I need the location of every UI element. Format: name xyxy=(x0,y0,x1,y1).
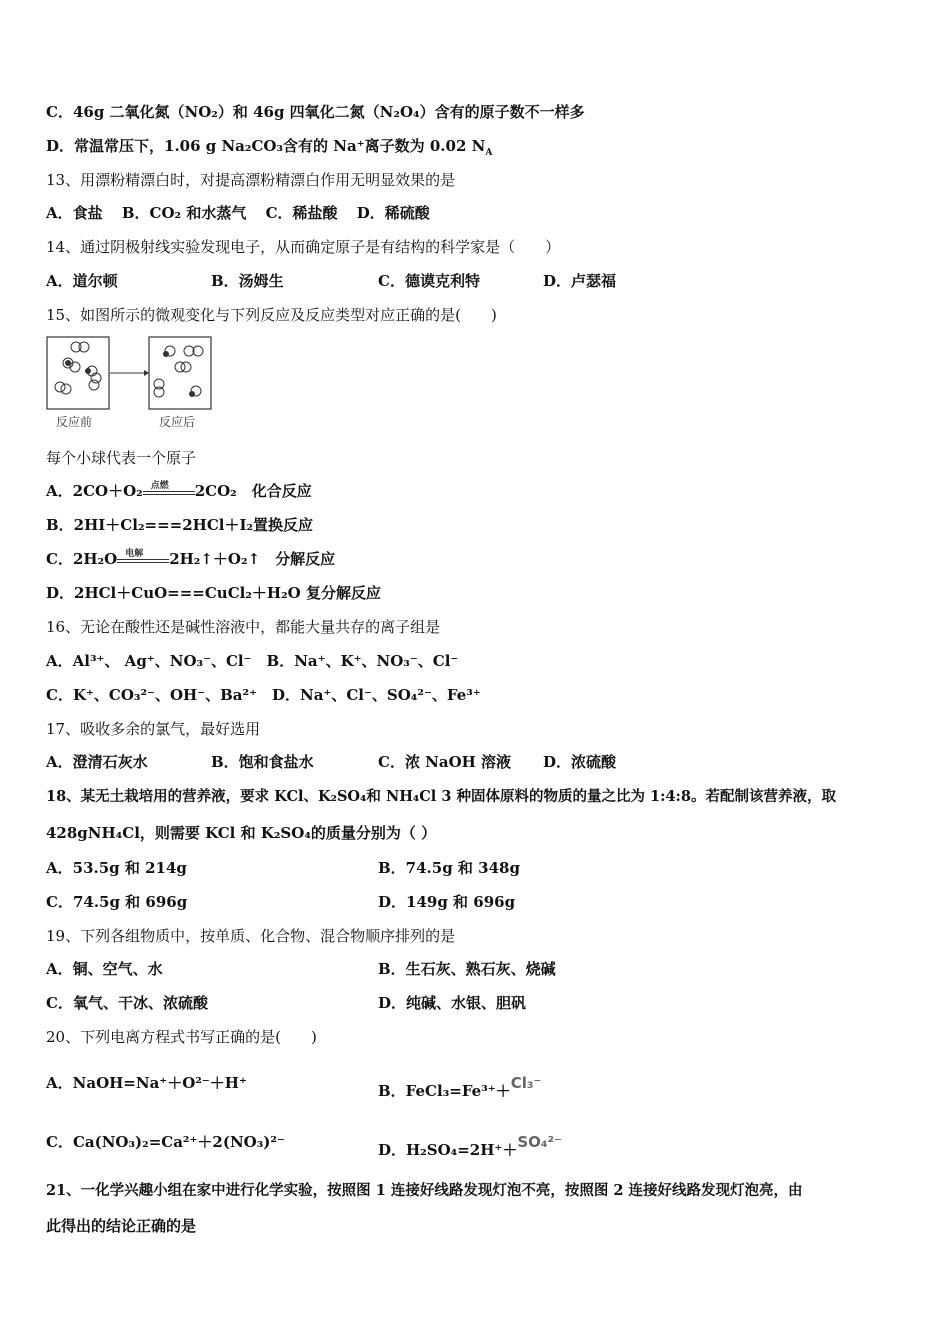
condition-arrow xyxy=(143,481,195,498)
q14-option-c: C．德谟克利特 xyxy=(378,272,480,290)
q15-option-a xyxy=(46,481,312,501)
before-label: 反应前 xyxy=(56,415,93,429)
q14-stem: 14、通过阴极射线实验发现电子，从而确定原子是有结构的科学家是（ ） xyxy=(46,238,561,256)
q15-stem: 15、如图所示的微观变化与下列反应及反应类型对应正确的是( ) xyxy=(46,306,497,324)
q19-option-d: D．纯碱、水银、胆矾 xyxy=(378,994,527,1012)
condition-label: 点燃 xyxy=(150,481,169,491)
q19-option-b: B．生石灰、熟石灰、烧碱 xyxy=(378,960,556,978)
q20-option-b xyxy=(378,1073,541,1101)
q18-stem-line1: 18、某无土栽培用的营养液，要求 KCl、K₂SO₄和 NH₄Cl 3 种固体原料的物质的量之比为 1:4:8。若配制该营养液，取 xyxy=(46,788,836,805)
q13-option-a: A．食盐 xyxy=(46,204,103,222)
sulfate-ion: SO₄²⁻ xyxy=(517,1133,562,1151)
q16-options-cd: C．K⁺、CO₃²⁻、OH⁻、Ba²⁺ D．Na⁺、Cl⁻、SO₄²⁻、Fe³⁺ xyxy=(46,686,481,704)
q12-option-d: D．常温常压下，1.06 g Na₂CO₃含有的 Na⁺离子数为 0.02 $N_A$ xyxy=(46,137,493,158)
q13-stem: 13、用漂粉精漂白时，对提高漂粉精漂白作用无明显效果的是 xyxy=(46,171,456,189)
q15-option-d: D．2HCl＋CuO===CuCl₂＋H₂O 复分解反应 xyxy=(46,584,381,602)
q13-option-c: C．稀盐酸 xyxy=(265,204,338,222)
q15-c-left: C．2H₂O xyxy=(46,550,118,568)
q17-option-a: A．澄清石灰水 xyxy=(46,753,148,771)
q18-stem-line2: 428gNH₄Cl，则需要 KCl 和 K₂SO₄的质量分别为（ ） xyxy=(46,824,437,842)
chloride-ion: Cl₃⁻ xyxy=(510,1074,542,1092)
arrow-head xyxy=(144,370,149,376)
q20-option-a: A．NaOH=Na⁺＋O²⁻＋H⁺ xyxy=(46,1074,247,1092)
q20-stem: 20、下列电离方程式书写正确的是( ) xyxy=(46,1028,317,1046)
q20-option-c: C．Ca(NO₃)₂=Ca²⁺＋2(NO₃)²⁻ xyxy=(46,1133,285,1151)
q16-options-ab: A．Al³⁺、 Ag⁺、NO₃⁻、Cl⁻ B．Na⁺、K⁺、NO₃⁻、Cl⁻ xyxy=(46,652,459,670)
q18-option-b: B．74.5g 和 348g xyxy=(378,859,520,877)
q12-option-d-text: D．常温常压下，1.06 g Na₂CO₃含有的 Na⁺离子数为 0.02 N xyxy=(46,137,486,155)
q18-option-c: C．74.5g 和 696g xyxy=(46,893,188,911)
q17-option-c: C．浓 NaOH 溶液 xyxy=(378,753,512,771)
q16-stem: 16、无论在酸性还是碱性溶液中，都能大量共存的离子组是 xyxy=(46,618,441,636)
q15-option-c xyxy=(46,549,335,569)
q21-stem-line1: 21、一化学兴趣小组在家中进行化学实验，按照图 1 连接好线路发现灯泡不亮，按照图 2 连接好线路发现灯泡亮，由 xyxy=(46,1182,803,1199)
q15-a-left: A．2CO＋O₂ xyxy=(46,482,143,500)
q14-option-d: D．卢瑟福 xyxy=(543,272,617,290)
q14-option-b: B．汤姆生 xyxy=(211,272,284,290)
before-box xyxy=(47,337,109,409)
condition-arrow xyxy=(117,549,169,566)
q13-option-d: D．稀硫酸 xyxy=(356,204,430,222)
after-label: 反应后 xyxy=(159,415,196,429)
q13-option-b: B．CO₂ 和水蒸气 xyxy=(121,204,247,222)
q14-option-a: A．道尔顿 xyxy=(46,272,118,290)
q17-option-b: B．饱和食盐水 xyxy=(211,753,314,771)
q20-option-d xyxy=(378,1132,562,1160)
q20-b-text: B．FeCl₃=Fe³⁺＋ xyxy=(378,1082,511,1100)
q18-option-d: D．149g 和 696g xyxy=(378,893,516,911)
q15-note: 每个小球代表一个原子 xyxy=(46,449,197,467)
q12-option-c: C．46g 二氧化氮（NO₂）和 46g 四氧化二氮（N₂O₄）含有的原子数不一样多 xyxy=(46,103,585,121)
q19-stem: 19、下列各组物质中，按单质、化合物、混合物顺序排列的是 xyxy=(46,927,456,945)
q15-a-right: 2CO₂ 化合反应 xyxy=(194,482,312,500)
reaction-diagram xyxy=(46,335,216,430)
condition-label: 电解 xyxy=(125,549,144,559)
q19-option-c: C．氧气、干冰、浓硫酸 xyxy=(46,994,208,1012)
q15-option-b: B．2HI＋Cl₂===2HCl＋I₂置换反应 xyxy=(46,516,314,534)
q15-c-right: 2H₂↑＋O₂↑ 分解反应 xyxy=(169,550,336,568)
q17-stem: 17、吸收多余的氯气，最好选用 xyxy=(46,720,261,738)
q18-option-a: A．53.5g 和 214g xyxy=(46,859,187,877)
q21-stem-line2: 此得出的结论正确的是 xyxy=(46,1217,197,1235)
q19-option-a: A．铜、空气、水 xyxy=(46,960,163,978)
q13-options xyxy=(46,203,430,223)
q20-d-text: D．H₂SO₄=2H⁺＋ xyxy=(378,1141,518,1159)
q17-option-d: D．浓硫酸 xyxy=(543,753,617,771)
